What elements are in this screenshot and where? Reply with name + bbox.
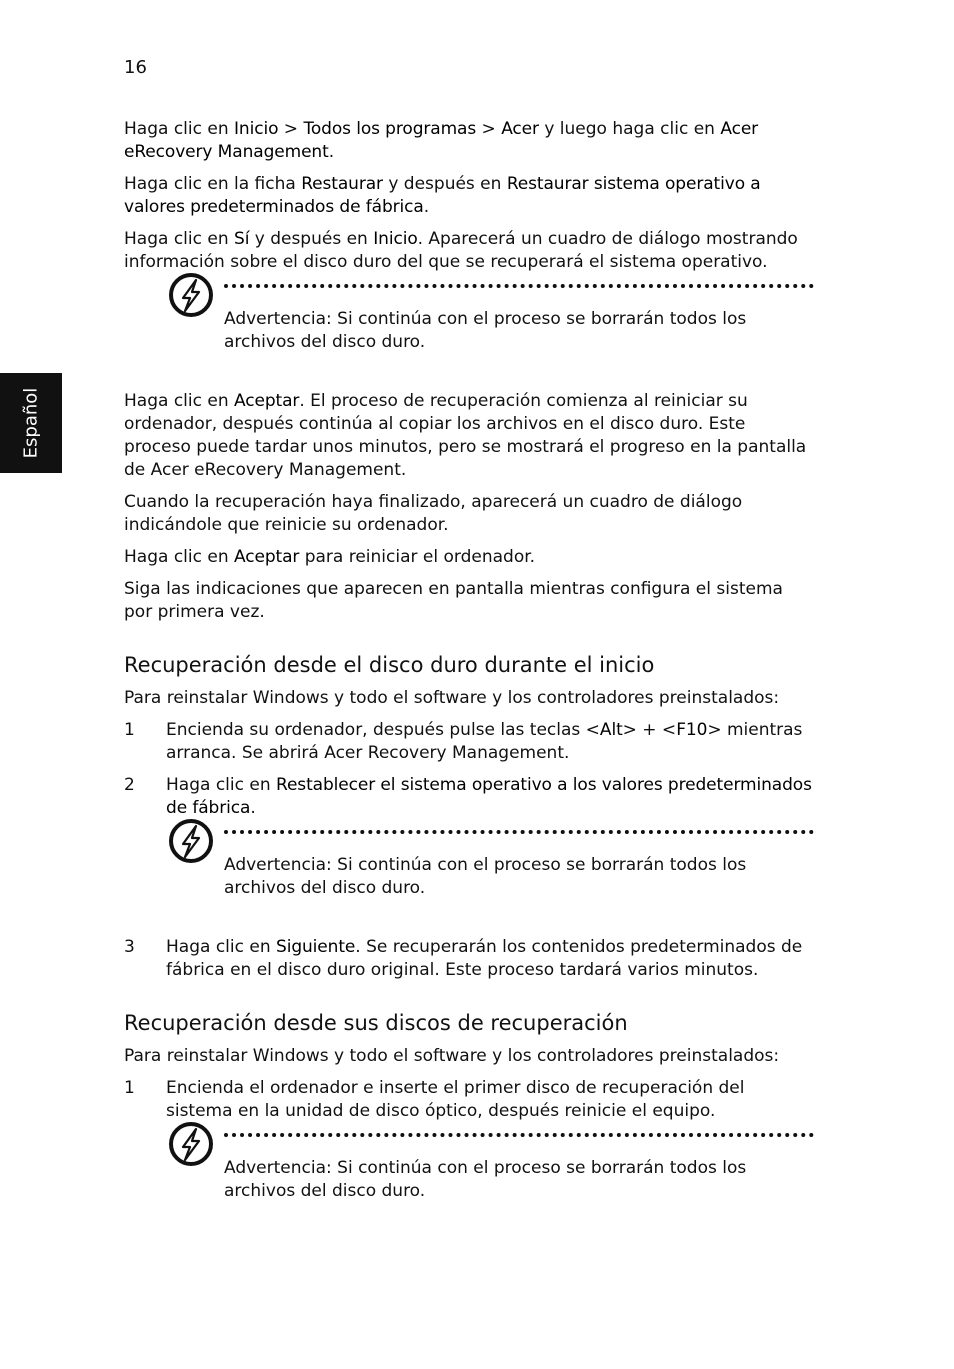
list-item: 1 Encienda su ordenador, después pulse las teclas <Alt> + <F10> mientras arranca. Se abrirá Acer Recovery Management. [124, 720, 803, 763]
paragraph: Haga clic en Inicio > Todos los programas > Acer y luego haga clic en Acer eRecovery Management. [124, 119, 759, 162]
paragraph: Siga las indicaciones que aparecen en pantalla mientras configura el sistema por primera vez. [124, 579, 783, 622]
list-item: 3 Haga clic en Siguiente. Se recuperarán los contenidos predeterminados de fábrica en el disco duro original. Este proceso tardará varios minutos. [124, 937, 803, 980]
section-intro: Para reinstalar Windows y todo el software y los controladores preinstalados: [124, 688, 780, 708]
dotted-divider [224, 1133, 814, 1137]
dotted-divider [224, 284, 814, 288]
paragraph: Haga clic en Aceptar. El proceso de recuperación comienza al reiniciar su ordenador, después continúa al copiar los archivos en el disco duro. Este proceso puede tardar unos minutos, pero se mostrará el progreso en la pantalla de Acer eRecovery Management. [124, 391, 807, 480]
warning-icon [168, 272, 214, 318]
language-side-tab [0, 373, 62, 473]
warning-icon [168, 818, 214, 864]
section-heading: Recuperación desde el disco duro durante el inicio [124, 653, 655, 677]
list-item: 2 Haga clic en Restablecer el sistema operativo a los valores predeterminados de fábrica. [124, 775, 812, 818]
paragraph: Cuando la recuperación haya finalizado, aparecerá un cuadro de diálogo indicándole que reinicie su ordenador. [124, 492, 743, 535]
dotted-divider [224, 830, 814, 834]
paragraph: Haga clic en la ficha Restaurar y después en Restaurar sistema operativo a valores predeterminados de fábrica. [124, 174, 761, 217]
warning-note [168, 1133, 814, 1213]
paragraph: Haga clic en Sí y después en Inicio. Aparecerá un cuadro de diálogo mostrando información sobre el disco duro del que se recuperará el sistema operativo. [124, 229, 798, 272]
warning-note [168, 830, 814, 910]
page-number: 16 [124, 57, 147, 78]
section-intro: Para reinstalar Windows y todo el software y los controladores preinstalados: [124, 1046, 780, 1066]
list-item: 1 Encienda el ordenador e inserte el primer disco de recuperación del sistema en la unidad de disco óptico, después reinicie el equipo. [124, 1078, 745, 1121]
warning-text: Advertencia: Si continúa con el proceso se borrarán todos los archivos del disco duro. [224, 309, 747, 352]
warning-icon [168, 1121, 214, 1167]
warning-note [168, 284, 814, 364]
section-heading: Recuperación desde sus discos de recuperación [124, 1011, 628, 1035]
warning-text: Advertencia: Si continúa con el proceso se borrarán todos los archivos del disco duro. [224, 1158, 747, 1201]
warning-text: Advertencia: Si continúa con el proceso se borrarán todos los archivos del disco duro. [224, 855, 747, 898]
paragraph: Haga clic en Aceptar para reiniciar el ordenador. [124, 547, 536, 567]
page-content [124, 118, 814, 1239]
side-tab-label: Español [20, 387, 42, 459]
